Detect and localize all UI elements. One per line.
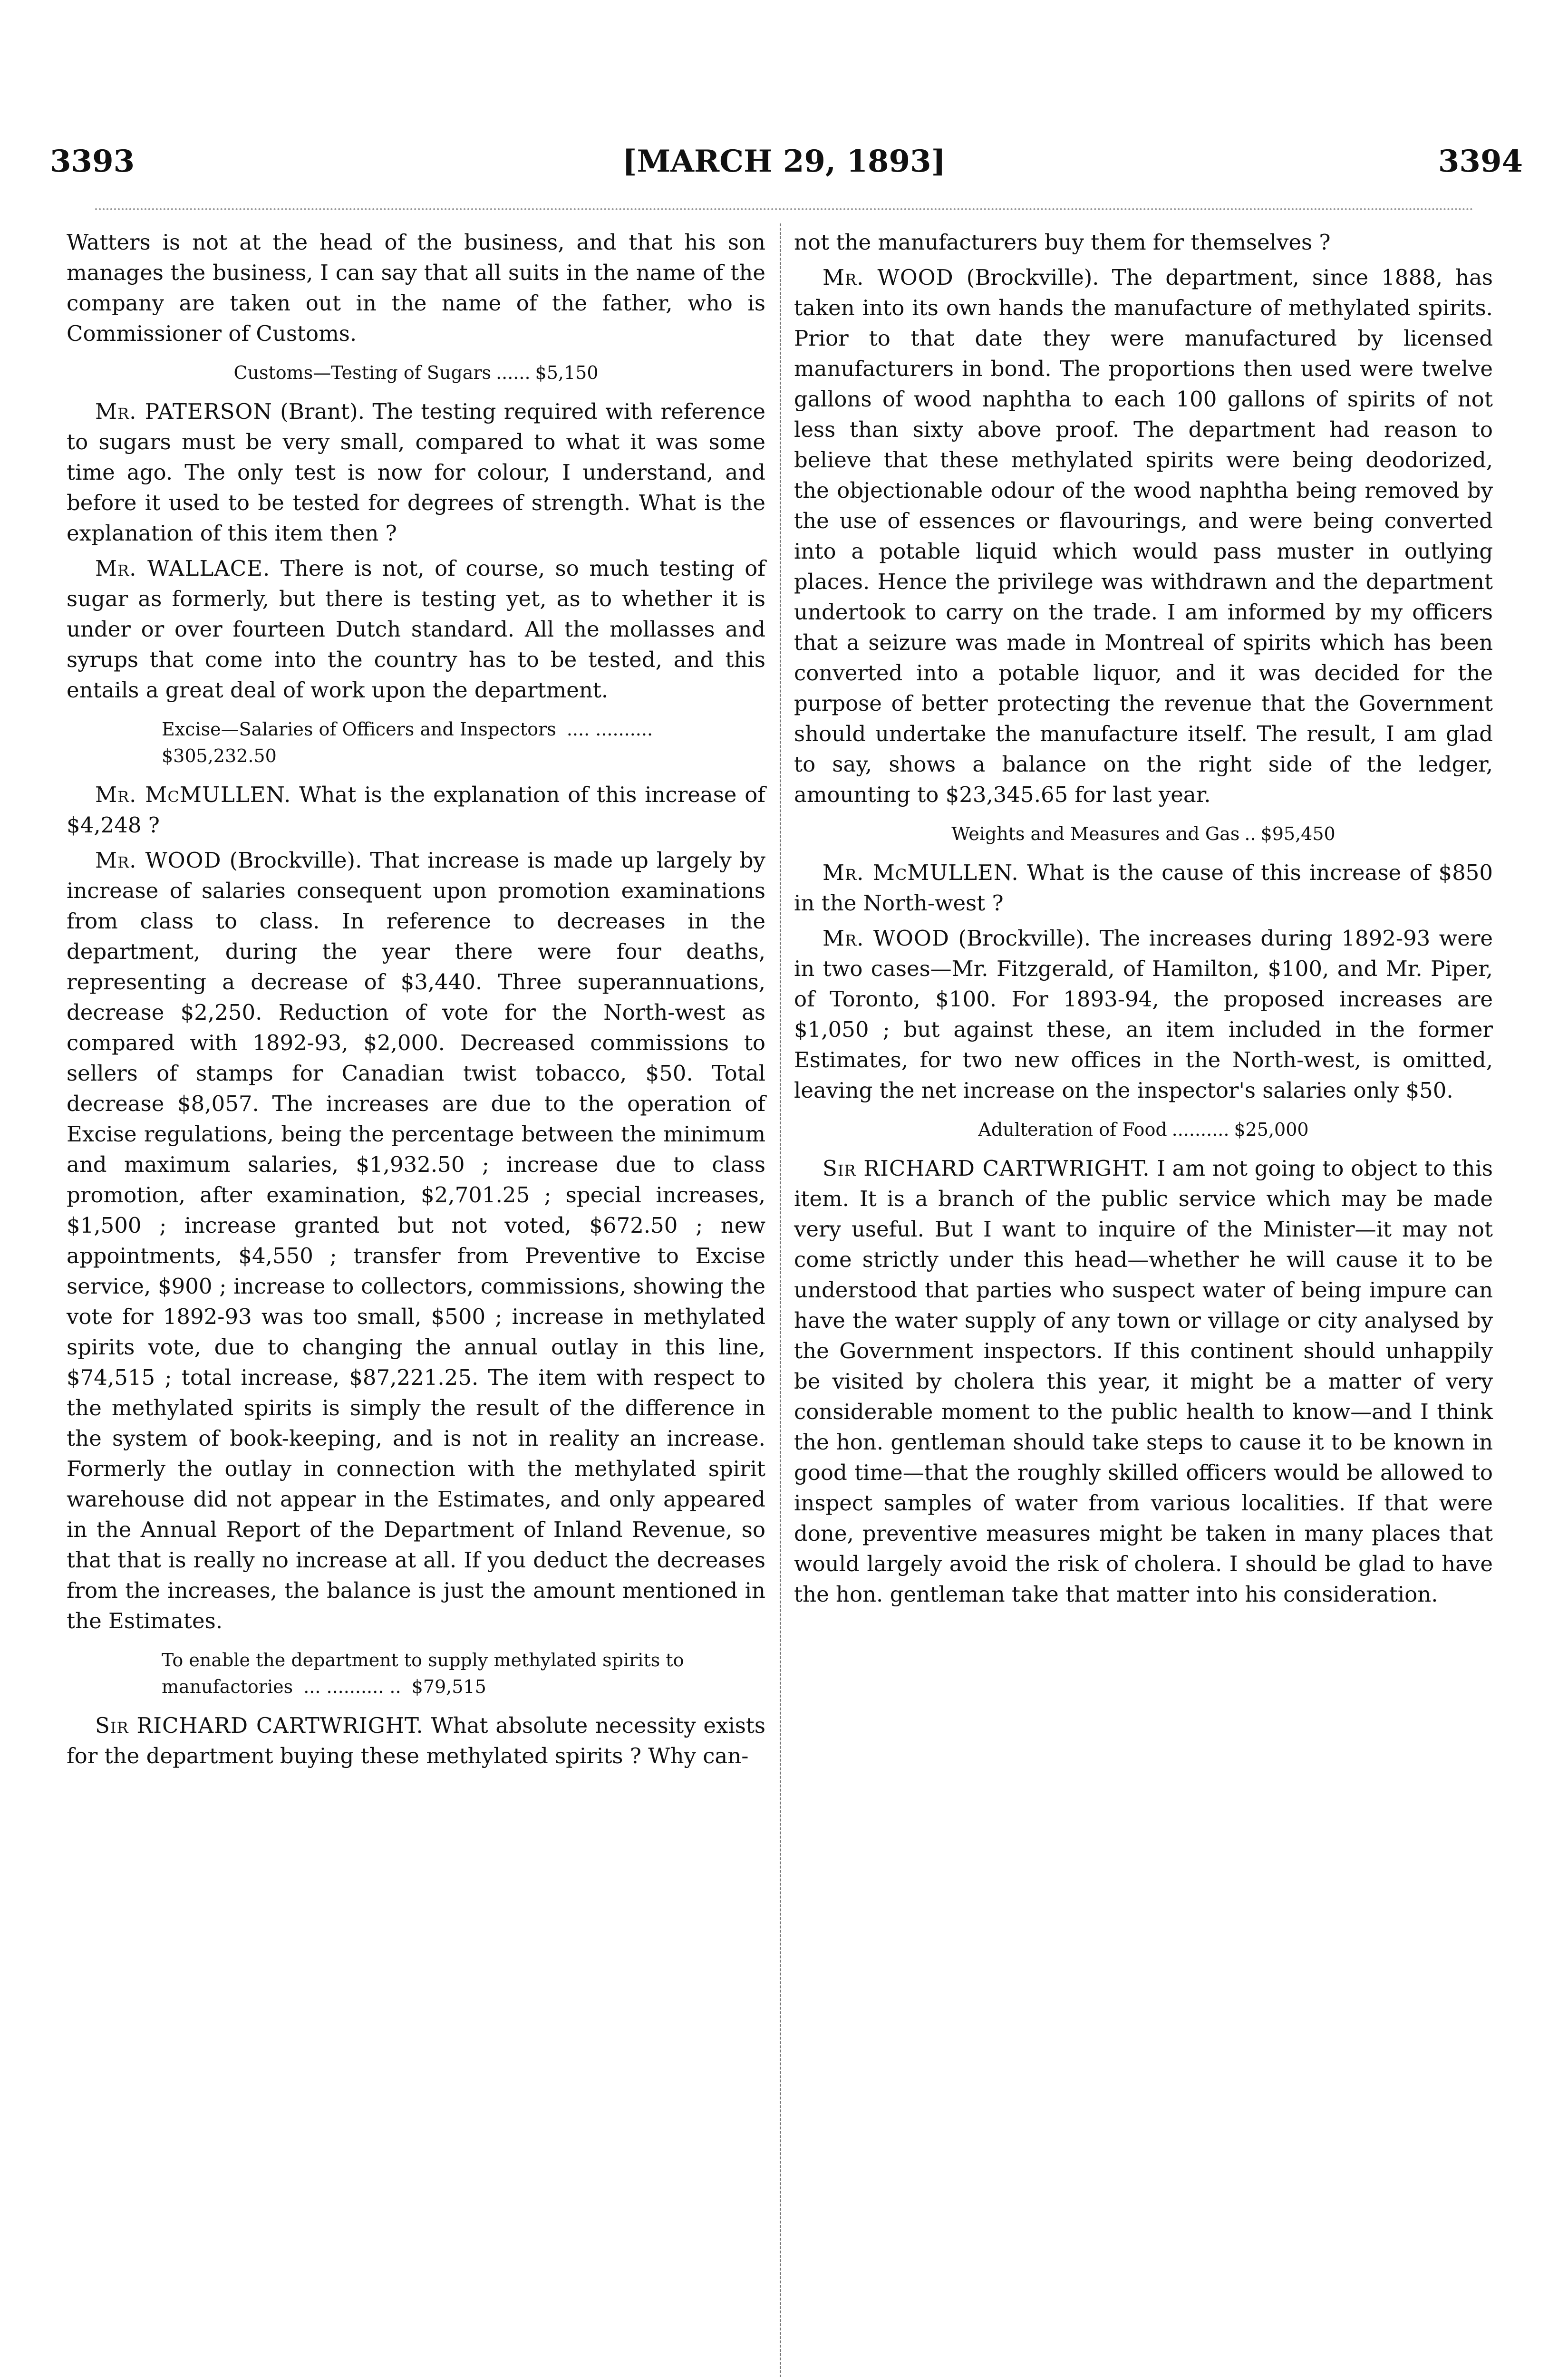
paragraph-text: (Brockville). The department, since 1888, has taken into its own hands the manufacture of methylated spirits. Prior to that date they were manufactured by licensed manufacturers in bond. The proportions then used were twelve gallons of wood naphtha to each 100 gallons of spirits of not less than sixty above proof. The department had reason to believe that these methylated spirits were being deodorized, the objectionable odour of the wood naphtha being removed by the use of essences or flavourings, and were being converted into a potable liquid which would pass muster in outlying places. Hence the privilege was withdrawn and the department undertook to carry on the trade. I am informed by my officers that a seizure was made in Montreal of spirits which has been converted into a potable liquor, and it was decided for the purpose of better protecting the revenue that the Government should undertake the manufacture itself. The result, I am glad to say, shows a balance on the right side of the ledger, amounting to $23,345.65 for last year. — [794, 265, 1493, 807]
paragraph — [67, 780, 765, 841]
item-label: Weights and Measures and Gas — [951, 823, 1240, 844]
left-column — [67, 227, 765, 1776]
speaker-name: Mr. McMULLEN. — [95, 782, 291, 807]
estimate-item — [67, 359, 765, 386]
item-amount: $5,150 — [535, 362, 599, 383]
paragraph — [67, 845, 765, 1636]
column-divider — [780, 223, 781, 2377]
paragraph — [67, 227, 765, 349]
paragraph-text: I am not going to object to this item. It is a branch of the public service which may be made very useful. But I want to inquire of the Minister—it may not come strictly under this head—whether he will cause it to be understood that parties who suspect water of being impure can have the water supply of any town or village or city analysed by the Government inspectors. If this continent should unhappily be visited by cholera this year, it might be a matter of very considerable moment to the public health to know—and I think the hon. gentleman should take steps to cause it to be known in good time—that the roughly skilled officers would be allowed to inspect samples of water from various localities. If that were done, preventive measures might be taken in many places that would largely avoid the risk of cholera. I should be glad to have the hon. gentleman take that matter into his consideration. — [794, 1156, 1493, 1607]
header-date: [MARCH 29, 1893] — [622, 144, 946, 179]
paragraph — [794, 262, 1493, 810]
paragraph-text: (Brockville). The increases during 1892-93 were in two cases—Mr. Fitzgerald, of Hamilton, $100, and Mr. Piper, of Toronto, $100. For 1893-94, the proposed increases are $1,050 ; but against these, an item included in the former Estimates, for two new offices in the North-west, is omitted, leaving the net increase on the inspector's salaries only $50. — [794, 926, 1493, 1103]
item-amount: $25,000 — [1234, 1119, 1309, 1140]
estimate-item — [67, 716, 765, 769]
paragraph-text: What is the cause of this increase of $850 in the North-west ? — [794, 860, 1493, 916]
item-label: To enable the department to supply methylated spirits to manufactories — [162, 1650, 684, 1697]
paragraph — [794, 1153, 1493, 1610]
item-leader: ... .......... .. — [303, 1676, 401, 1697]
page-number-left: 3393 — [50, 144, 135, 179]
paragraph — [67, 396, 765, 549]
item-amount: $95,450 — [1260, 823, 1336, 844]
paragraph-text: (Brant). The testing required with reference to sugars must be very small, compared to what it was some time ago. The only test is now for colour, I understand, and before it used to be tested for degrees of strength. What is the explanation of this item then ? — [67, 399, 765, 546]
item-label: Customs—Testing of Sugars — [233, 362, 492, 383]
paragraph — [794, 227, 1493, 258]
paragraph — [794, 858, 1493, 918]
header-rule — [95, 208, 1474, 210]
page-number-right: 3394 — [1438, 144, 1523, 179]
estimate-item — [794, 821, 1493, 847]
item-amount: $305,232.50 — [162, 745, 277, 766]
speaker-name: Mr. WOOD — [95, 848, 222, 873]
paragraph-text: not the manufacturers buy them for themselves ? — [794, 230, 1331, 255]
item-amount: $79,515 — [411, 1676, 486, 1697]
paragraph-text: Watters is not at the head of the business, and that his son manages the business, I can say that all suits in the name of the company are taken out in the name of the father, who is Commissioner of Customs. — [67, 230, 765, 346]
speaker-name: Mr. WOOD — [823, 265, 954, 290]
item-leader: .......... — [1171, 1119, 1229, 1140]
paragraph — [67, 1710, 765, 1771]
item-leader: .. — [1244, 823, 1256, 844]
speaker-name: Mr. WOOD — [823, 926, 949, 951]
speaker-name: Mr. McMULLEN. — [823, 860, 1019, 885]
speaker-name: Sir RICHARD CARTWRIGHT. — [95, 1713, 424, 1738]
item-label: Excise—Salaries of Officers and Inspectors — [162, 719, 556, 740]
estimate-item — [67, 1647, 765, 1700]
item-label: Adulteration of Food — [978, 1119, 1167, 1140]
paragraph — [794, 923, 1493, 1106]
item-leader: ...... — [496, 362, 531, 383]
estimate-item — [794, 1116, 1493, 1143]
paragraph-text: (Brockville). That increase is made up largely by increase of salaries consequent upon promotion examinations from class to class. In reference to decreases in the department, during the year there were four deaths, representing a decrease of $3,440. Three superannuations, decrease $2,250. Reduction of vote for the North-west as compared with 1892-93, $2,000. Decreased commissions to sellers of stamps for Canadian twist tobacco, $50. Total decrease $8,057. The increases are due to the operation of Excise regulations, being the percentage between the minimum and maximum salaries, $1,932.50 ; increase due to class promotion, after examination, $2,701.25 ; special increases, $1,500 ; increase granted but not voted, $672.50 ; new appointments, $4,550 ; transfer from Preventive to Excise service, $900 ; increase to collectors, commissions, showing the vote for 1892-93 was too small, $500 ; increase in methylated spirits vote, due to changing the annual outlay in this line, $74,515 ; total increase, $87,221.25. The item with respect to the methylated spirits is simply the result of the difference in the system of book-keeping, and is not in reality an increase. Formerly the outlay in connection with the methylated spirit warehouse did not appear in the Estimates, and only appeared in the Annual Report of the Department of Inland Revenue, so that that is really no increase at all. If you deduct the decreases from the increases, the balance is just the amount mentioned in the Estimates. — [67, 848, 765, 1633]
speaker-name: Sir RICHARD CARTWRIGHT. — [823, 1156, 1150, 1181]
paragraph-text: What absolute necessity exists for the department buying these methylated spirits ? Why can- — [67, 1713, 765, 1768]
speaker-name: Mr. PATERSON — [95, 399, 272, 424]
paragraph — [67, 553, 765, 705]
item-leader: .... .......... — [566, 719, 653, 740]
speaker-name: Mr. WALLACE. — [95, 556, 271, 581]
paragraph-text: What is the explanation of this increase of $4,248 ? — [67, 782, 766, 838]
running-header — [0, 143, 1568, 181]
right-column — [794, 227, 1493, 1614]
paragraph-text: There is not, of course, so much testing of sugar as formerly, but there is testing yet, as to whether it is under or over fourteen Dutch standard. All the mollasses and syrups that come into the country has to be tested, and this entails a great deal of work upon the department. — [67, 556, 766, 703]
